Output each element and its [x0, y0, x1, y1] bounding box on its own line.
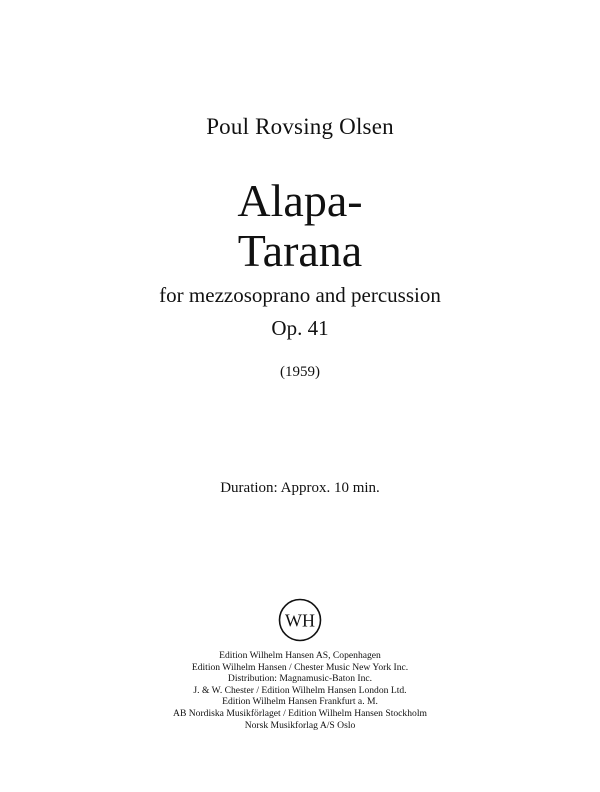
publisher-line: AB Nordiska Musikförlaget / Edition Wilhelm Hansen Stockholm	[173, 707, 427, 719]
duration-note: Duration: Approx. 10 min.	[220, 480, 380, 496]
publisher-line: J. & W. Chester / Edition Wilhelm Hansen London Ltd.	[193, 684, 407, 696]
title-line-2: Tarana	[237, 225, 363, 276]
composer-name: Poul Rovsing Olsen	[206, 114, 394, 139]
publisher-line: Edition Wilhelm Hansen / Chester Music New York Inc.	[191, 661, 409, 673]
wilhelm-hansen-logo-icon	[278, 598, 322, 642]
title-line-1: Alapa-	[237, 175, 363, 226]
publisher-list	[0, 650, 600, 731]
publisher-line: Edition Wilhelm Hansen AS, Copenhagen	[219, 650, 381, 661]
composition-year: (1959)	[280, 364, 320, 380]
opus-number: Op. 41	[271, 316, 329, 340]
publisher-line: Edition Wilhelm Hansen Frankfurt a. M.	[222, 696, 378, 708]
publisher-line: Norsk Musikforlag A/S Oslo	[244, 719, 356, 731]
publisher-line: Distribution: Magnamusic-Baton Inc.	[227, 673, 373, 685]
instrumentation: for mezzosoprano and percussion	[159, 283, 441, 307]
logo-text: WH	[285, 610, 315, 631]
